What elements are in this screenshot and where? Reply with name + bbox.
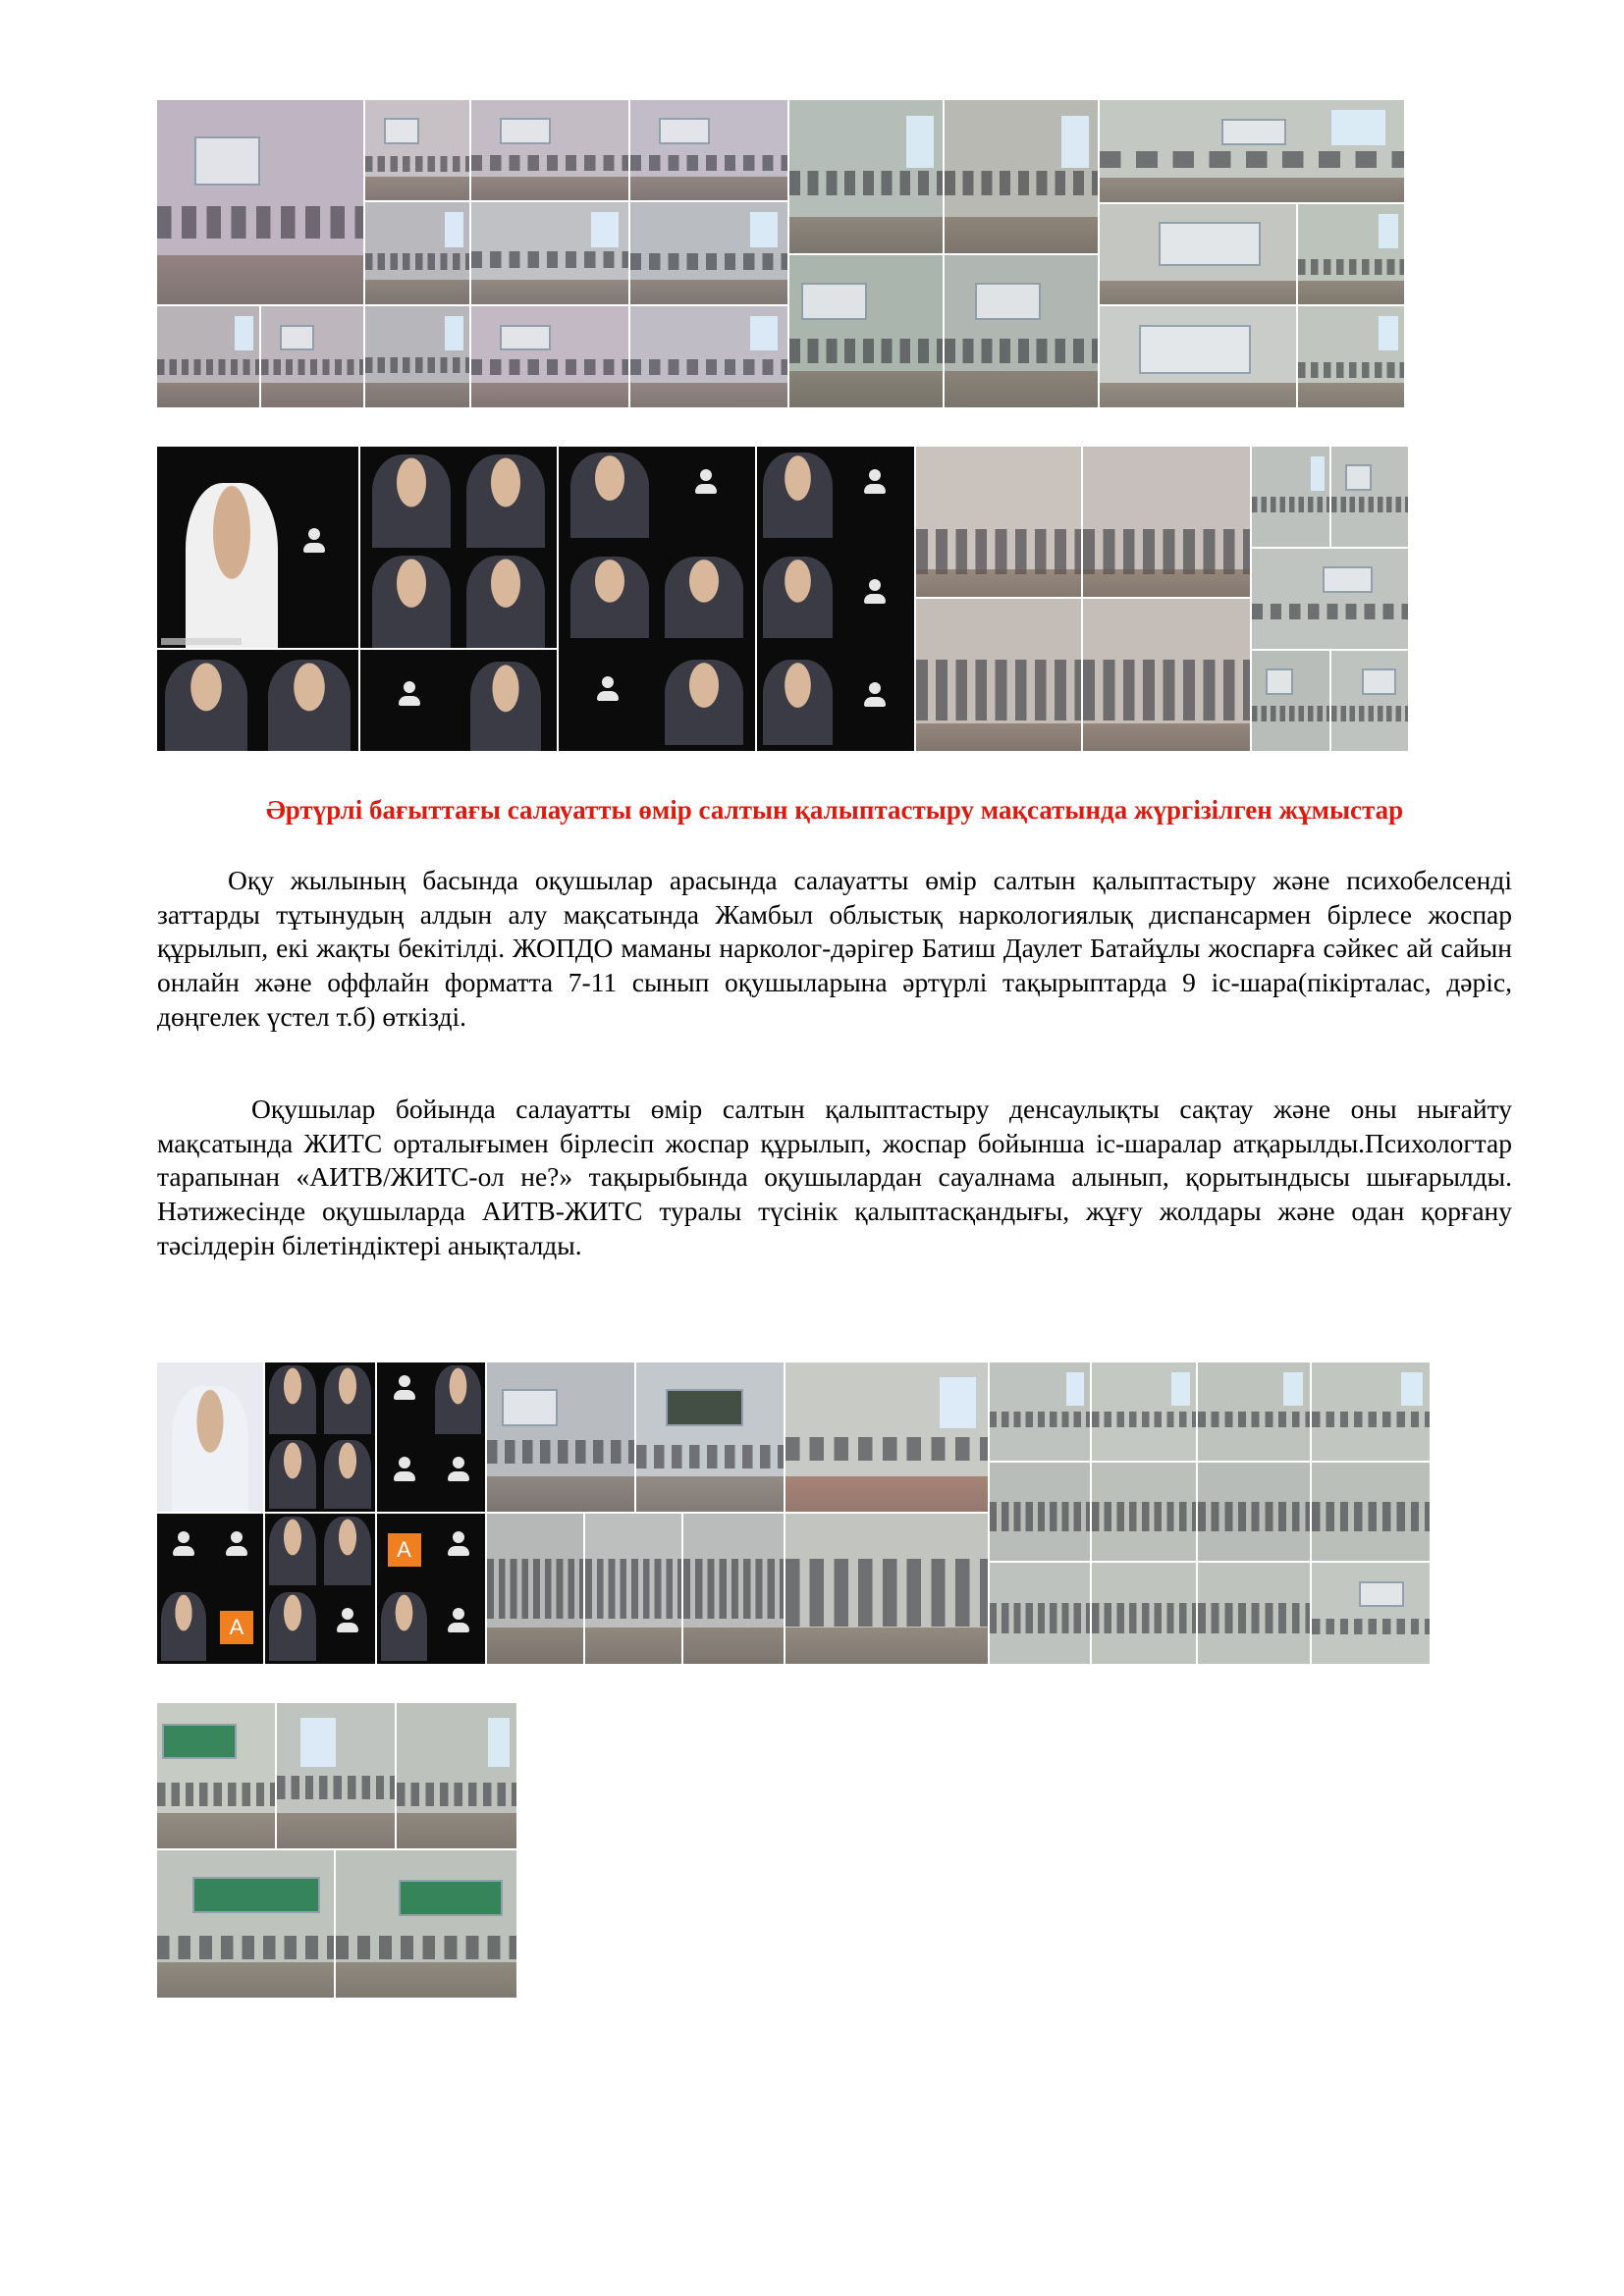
photo bbox=[1331, 651, 1408, 751]
photo bbox=[789, 255, 943, 407]
video-call-screenshot bbox=[377, 1362, 485, 1512]
user-avatar-icon bbox=[335, 1608, 360, 1633]
photo bbox=[365, 306, 469, 407]
photo bbox=[1331, 447, 1408, 547]
avatar-letter-badge: A bbox=[388, 1533, 421, 1567]
photo bbox=[785, 1362, 988, 1512]
photo bbox=[365, 100, 469, 200]
photo bbox=[471, 306, 628, 407]
photo bbox=[1100, 204, 1296, 304]
photo bbox=[1252, 447, 1329, 547]
photo bbox=[1252, 651, 1329, 751]
avatar-letter-badge: A bbox=[220, 1611, 253, 1644]
user-avatar-icon bbox=[392, 1375, 417, 1401]
photo bbox=[1298, 204, 1404, 304]
photo bbox=[1312, 1362, 1430, 1461]
photo bbox=[157, 306, 259, 407]
photo-collage-classroom-events-3 bbox=[157, 1703, 516, 1998]
photo bbox=[630, 100, 787, 200]
user-avatar-icon bbox=[446, 1457, 471, 1482]
photo bbox=[990, 1362, 1090, 1461]
video-call-screenshot bbox=[265, 1514, 375, 1664]
user-avatar-icon bbox=[862, 579, 888, 605]
video-call-screenshot bbox=[360, 650, 557, 751]
photo bbox=[1198, 1463, 1310, 1561]
photo bbox=[585, 1514, 681, 1664]
photo bbox=[336, 1850, 516, 1998]
photo bbox=[990, 1463, 1090, 1561]
photo bbox=[1298, 306, 1404, 407]
photo-collage-classroom-events-2 bbox=[157, 1362, 1430, 1664]
section-heading: Әртүрлі бағыттағы салауатты өмір салтын қалыптастыру мақсатында жүргізілген жұмыстар bbox=[265, 795, 1404, 825]
user-avatar-icon bbox=[171, 1531, 196, 1557]
user-avatar-icon bbox=[862, 682, 888, 708]
video-call-screenshot bbox=[265, 1362, 375, 1512]
video-call-screenshot bbox=[377, 1514, 485, 1664]
photo bbox=[945, 100, 1098, 253]
paragraph-2: Оқушылар бойында салауатты өмір салтын қалыптастыру денсаулықты сақтау және оны нығайту мақсатында ЖИТС орталығымен бірлесіп жоспар құрылып, жоспар бойынша іс-шаралар атқарылды.Психологтар тарапынан «АИТВ/ЖИТС-ол не?» тақырыбында оқушылардан сауалнама алынып, қорытындысы шығарылды. Нәтижесінде оқушыларда АИТВ-ЖИТС туралы түсінік қалыптасқандығы, жұғу жолдары және одан қорғану тәсілдерін білетіндіктері анықталды. bbox=[157, 1094, 1512, 1260]
video-call-screenshot bbox=[360, 447, 557, 648]
photo bbox=[1198, 1362, 1310, 1461]
photo bbox=[471, 202, 628, 304]
user-avatar-icon bbox=[595, 676, 621, 702]
photo bbox=[1100, 306, 1296, 407]
video-call-screenshot bbox=[157, 1362, 263, 1512]
photo bbox=[277, 1703, 395, 1848]
photo bbox=[1312, 1463, 1430, 1561]
video-call-screenshot bbox=[757, 447, 914, 751]
photo bbox=[487, 1362, 634, 1512]
photo bbox=[630, 306, 787, 407]
photo-lecture-hall bbox=[1083, 599, 1250, 751]
user-avatar-icon bbox=[397, 681, 422, 707]
user-avatar-icon bbox=[862, 469, 888, 495]
video-call-screenshot bbox=[157, 650, 358, 751]
user-avatar-icon bbox=[693, 469, 719, 495]
user-avatar-icon bbox=[446, 1608, 471, 1633]
user-avatar-icon bbox=[224, 1531, 249, 1557]
photo-lecture-hall bbox=[916, 447, 1081, 597]
photo bbox=[1092, 1463, 1196, 1561]
photo bbox=[397, 1703, 516, 1848]
photo bbox=[683, 1514, 784, 1664]
photo bbox=[1092, 1362, 1196, 1461]
user-avatar-icon bbox=[446, 1531, 471, 1557]
user-avatar-icon bbox=[301, 528, 327, 554]
photo bbox=[789, 100, 943, 253]
photo bbox=[785, 1514, 988, 1664]
video-call-screenshot bbox=[559, 447, 755, 751]
photo bbox=[1092, 1563, 1196, 1664]
photo bbox=[990, 1563, 1090, 1664]
photo bbox=[1100, 100, 1404, 202]
photo-lecture-hall bbox=[1083, 447, 1250, 597]
user-avatar-icon bbox=[392, 1457, 417, 1482]
video-call-screenshot bbox=[157, 1514, 263, 1664]
photo bbox=[630, 202, 787, 304]
photo bbox=[157, 1850, 334, 1998]
photo bbox=[487, 1514, 583, 1664]
photo bbox=[636, 1362, 784, 1512]
video-call-screenshot bbox=[157, 447, 358, 648]
photo bbox=[1252, 549, 1408, 649]
photo bbox=[1198, 1563, 1310, 1664]
photo bbox=[261, 306, 363, 407]
photo-collage-classroom-events-1 bbox=[157, 100, 1404, 407]
photo bbox=[1312, 1563, 1430, 1664]
photo bbox=[157, 1703, 275, 1848]
photo bbox=[945, 255, 1098, 407]
photo-lecture-hall bbox=[916, 599, 1081, 751]
photo bbox=[471, 100, 628, 200]
photo bbox=[157, 100, 363, 304]
photo bbox=[365, 202, 469, 304]
paragraph-1: Оқу жылының басында оқушылар арасында салауатты өмір салтын қалыптастыру және психобелсенді заттарды тұтынудың алдын алу мақсатында Жамбыл облыстық наркологиялық диспансармен бірлесе жоспар құрылып, екі жақты бекітілді. ЖОПДО маманы нарколог-дәрігер Батиш Даулет Батайұлы жоспарға сәйкес ай сайын онлайн және оффлайн форматта 7-11 сынып оқушыларына әртүрлі тақырыптарда 9 іс-шара(пікірталас, дәріс, дөңгелек үстел т.б) өткізді. bbox=[157, 865, 1512, 1032]
photo-collage-online-and-hall-events bbox=[157, 447, 1408, 751]
